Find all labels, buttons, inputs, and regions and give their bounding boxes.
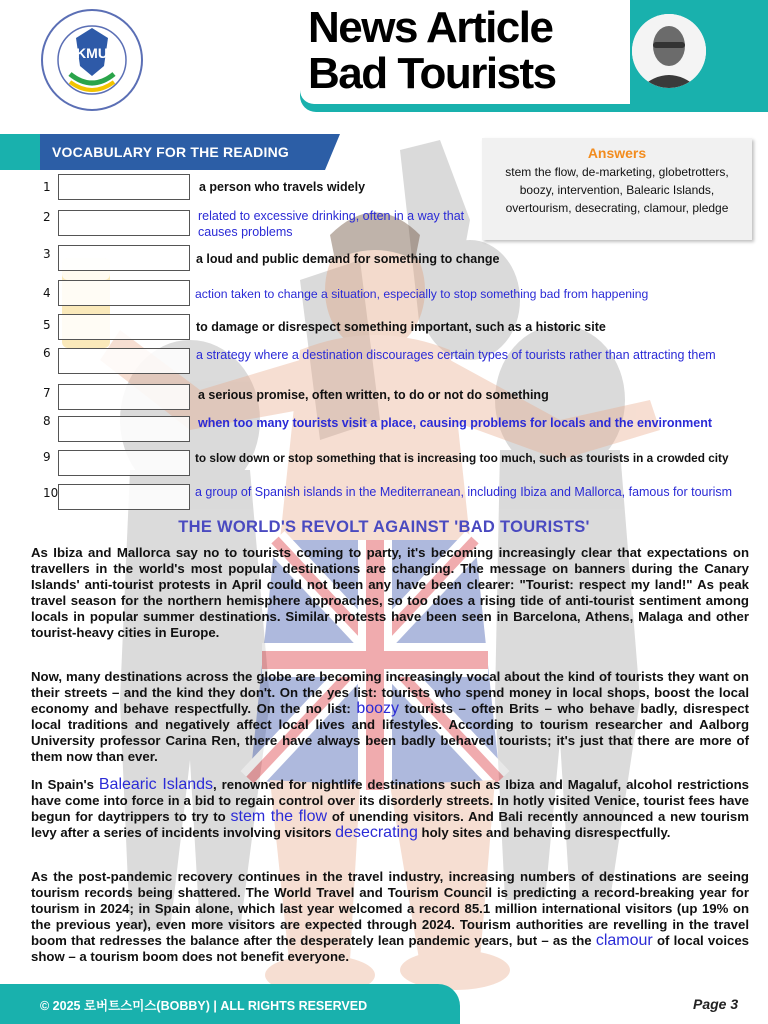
vocab-answer-box-3[interactable] <box>58 245 190 271</box>
paragraph-text: In Spain's <box>31 777 99 793</box>
vocab-number: 8 <box>43 414 51 428</box>
vocab-answer-box-9[interactable] <box>58 450 190 476</box>
paragraph-text: tourists – often Brits – who behave badly, disrespect local traditions and negatively affect local lives and lifestyles. According to tourism researcher and Aalborg University professor Carina Ren, there have always been badly behaved tourists; it's just that there are more of them now than ever. <box>31 701 749 765</box>
vocab-definition-3: a loud and public demand for something to change <box>196 252 500 266</box>
article-paragraph-3 <box>31 777 749 841</box>
answers-list: stem the flow, de-marketing, globetrotters, boozy, intervention, Balearic Islands, overtourism, desecrating, clamour, pledge <box>505 165 729 215</box>
page-number: Page 3 <box>693 996 739 1012</box>
vocab-definition-7: a serious promise, often written, to do or not do something <box>198 388 549 402</box>
logo-text: KMU <box>76 45 108 61</box>
article-paragraph-1 <box>31 545 749 641</box>
vocab-definition-5: to damage or disrespect something important, such as a historic site <box>196 320 606 334</box>
highlight-word-clamour: clamour <box>595 932 653 950</box>
paragraph-text: of unending visitors. And Bali recently announced a new tourism levy after a series of incidents involving visitors <box>31 809 749 841</box>
title-line-1: News Article <box>308 3 553 52</box>
vocab-answer-box-6[interactable] <box>58 348 190 374</box>
university-logo <box>40 8 144 112</box>
paragraph-text: , renowned for nightlife destinations such as Ibiza and Magaluf, alcohol restrictions have come into force in a bid to regain control over its disorderly streets. In hotly visited Venice, tourist fees have begun for daytrippers to try to <box>31 777 749 825</box>
vocab-definition-1: a person who travels widely <box>199 180 366 194</box>
vocab-answer-box-1[interactable] <box>58 174 190 200</box>
vocab-number: 1 <box>43 180 51 194</box>
article-paragraph-2 <box>31 669 749 765</box>
vocab-definition-9: to slow down or stop something that is increasing too much, such as tourists in a crowded city <box>195 451 729 465</box>
author-avatar <box>632 14 706 88</box>
title-line-2: Bad Tourists <box>308 49 556 98</box>
person-photo-icon <box>632 14 706 88</box>
highlight-word-desecrating: desecrating <box>335 824 418 842</box>
vocab-definition-6: a strategy where a destination discourages certain types of tourists rather than attracting them <box>196 348 716 362</box>
vocab-number: 9 <box>43 450 51 464</box>
paragraph-1-text: As Ibiza and Mallorca say no to tourists coming to party, it's becoming increasingly clear that expectations on travellers in the world's most popular destinations are changing. The message on banners during the Canary Islands' anti-tourist protests in April could not been any have been clearer: "Tourist: respect my land!" As peak travel season for the northern hemisphere approaches, so too does a rising tide of anti-tourist sentiment among locals in popular summer destinations. Similar protests have been seen in Barcelona, Athens, Malaga and other tourist-heavy cities in Europe. <box>31 545 749 641</box>
vocab-number: 2 <box>43 210 51 224</box>
footer-copyright: © 2025 로버트스미스(BOBBY) | ALL RIGHTS RESERVED <box>40 999 368 1013</box>
answers-title: Answers <box>587 145 647 161</box>
vocab-answer-box-2[interactable] <box>58 210 190 236</box>
vocab-definition-8: when too many tourists visit a place, causing problems for locals and the environment <box>198 416 713 430</box>
vocab-number: 10 <box>43 486 59 500</box>
vocab-number: 5 <box>43 318 51 332</box>
highlight-word-stem-the-flow: stem the flow <box>230 808 328 826</box>
vocab-answer-box-7[interactable] <box>58 384 190 410</box>
vocab-number: 6 <box>43 346 51 360</box>
vocab-number: 3 <box>43 247 51 261</box>
paragraph-text: holy sites and behaving disrespectfully. <box>417 825 671 841</box>
vocab-heading: VOCABULARY FOR THE READING <box>52 144 289 160</box>
vocab-answer-box-10[interactable] <box>58 484 190 510</box>
vocab-answer-box-5[interactable] <box>58 314 190 340</box>
paragraph-text: As the post-pandemic recovery continues in the travel industry, increasing numbers of destinations are seeing tourism records being shattered. The World Travel and Tourism Council is predicting a record-breaking year for tourism in 2024; in Spain alone, which last year welcomed a record 85.1 million international visitors (up 19% on the previous year), even more visitors are expected through 2024. Tourism authorities are revelling in the travel boom that redresses the balance after the desperately lean pandemic years, but – as the <box>31 869 749 949</box>
paragraph-text: Now, many destinations across the globe are becoming increasingly vocal about the kind of tourists they want on their streets – and the kind they don't. On the yes list: tourists who spend money in local shops, boost the local economy and behave respectfully. On the no list: <box>31 669 749 717</box>
paragraph-text: of local voices show – a tourism boom does not benefit everyone. <box>31 933 749 965</box>
vocab-answer-box-4[interactable] <box>58 280 190 306</box>
answers-box <box>482 138 752 240</box>
vocab-number: 4 <box>43 286 51 300</box>
vocab-definition-2: related to excessive drinking, often in a way that causes problems <box>198 209 465 239</box>
highlight-word-balearic-islands: Balearic Islands <box>98 776 214 794</box>
vocab-answer-box-8[interactable] <box>58 416 190 442</box>
vocab-definition-10: a group of Spanish islands in the Mediterranean, including Ibiza and Mallorca, famous for tourism <box>195 485 733 499</box>
vocab-number: 7 <box>43 386 51 400</box>
article-paragraph-4 <box>31 869 749 965</box>
vocab-definition-4: action taken to change a situation, especially to stop something bad from happening <box>195 287 649 301</box>
highlight-word-boozy: boozy <box>356 700 400 718</box>
article-headline: THE WORLD'S REVOLT AGAINST 'BAD TOURISTS' <box>178 518 590 536</box>
